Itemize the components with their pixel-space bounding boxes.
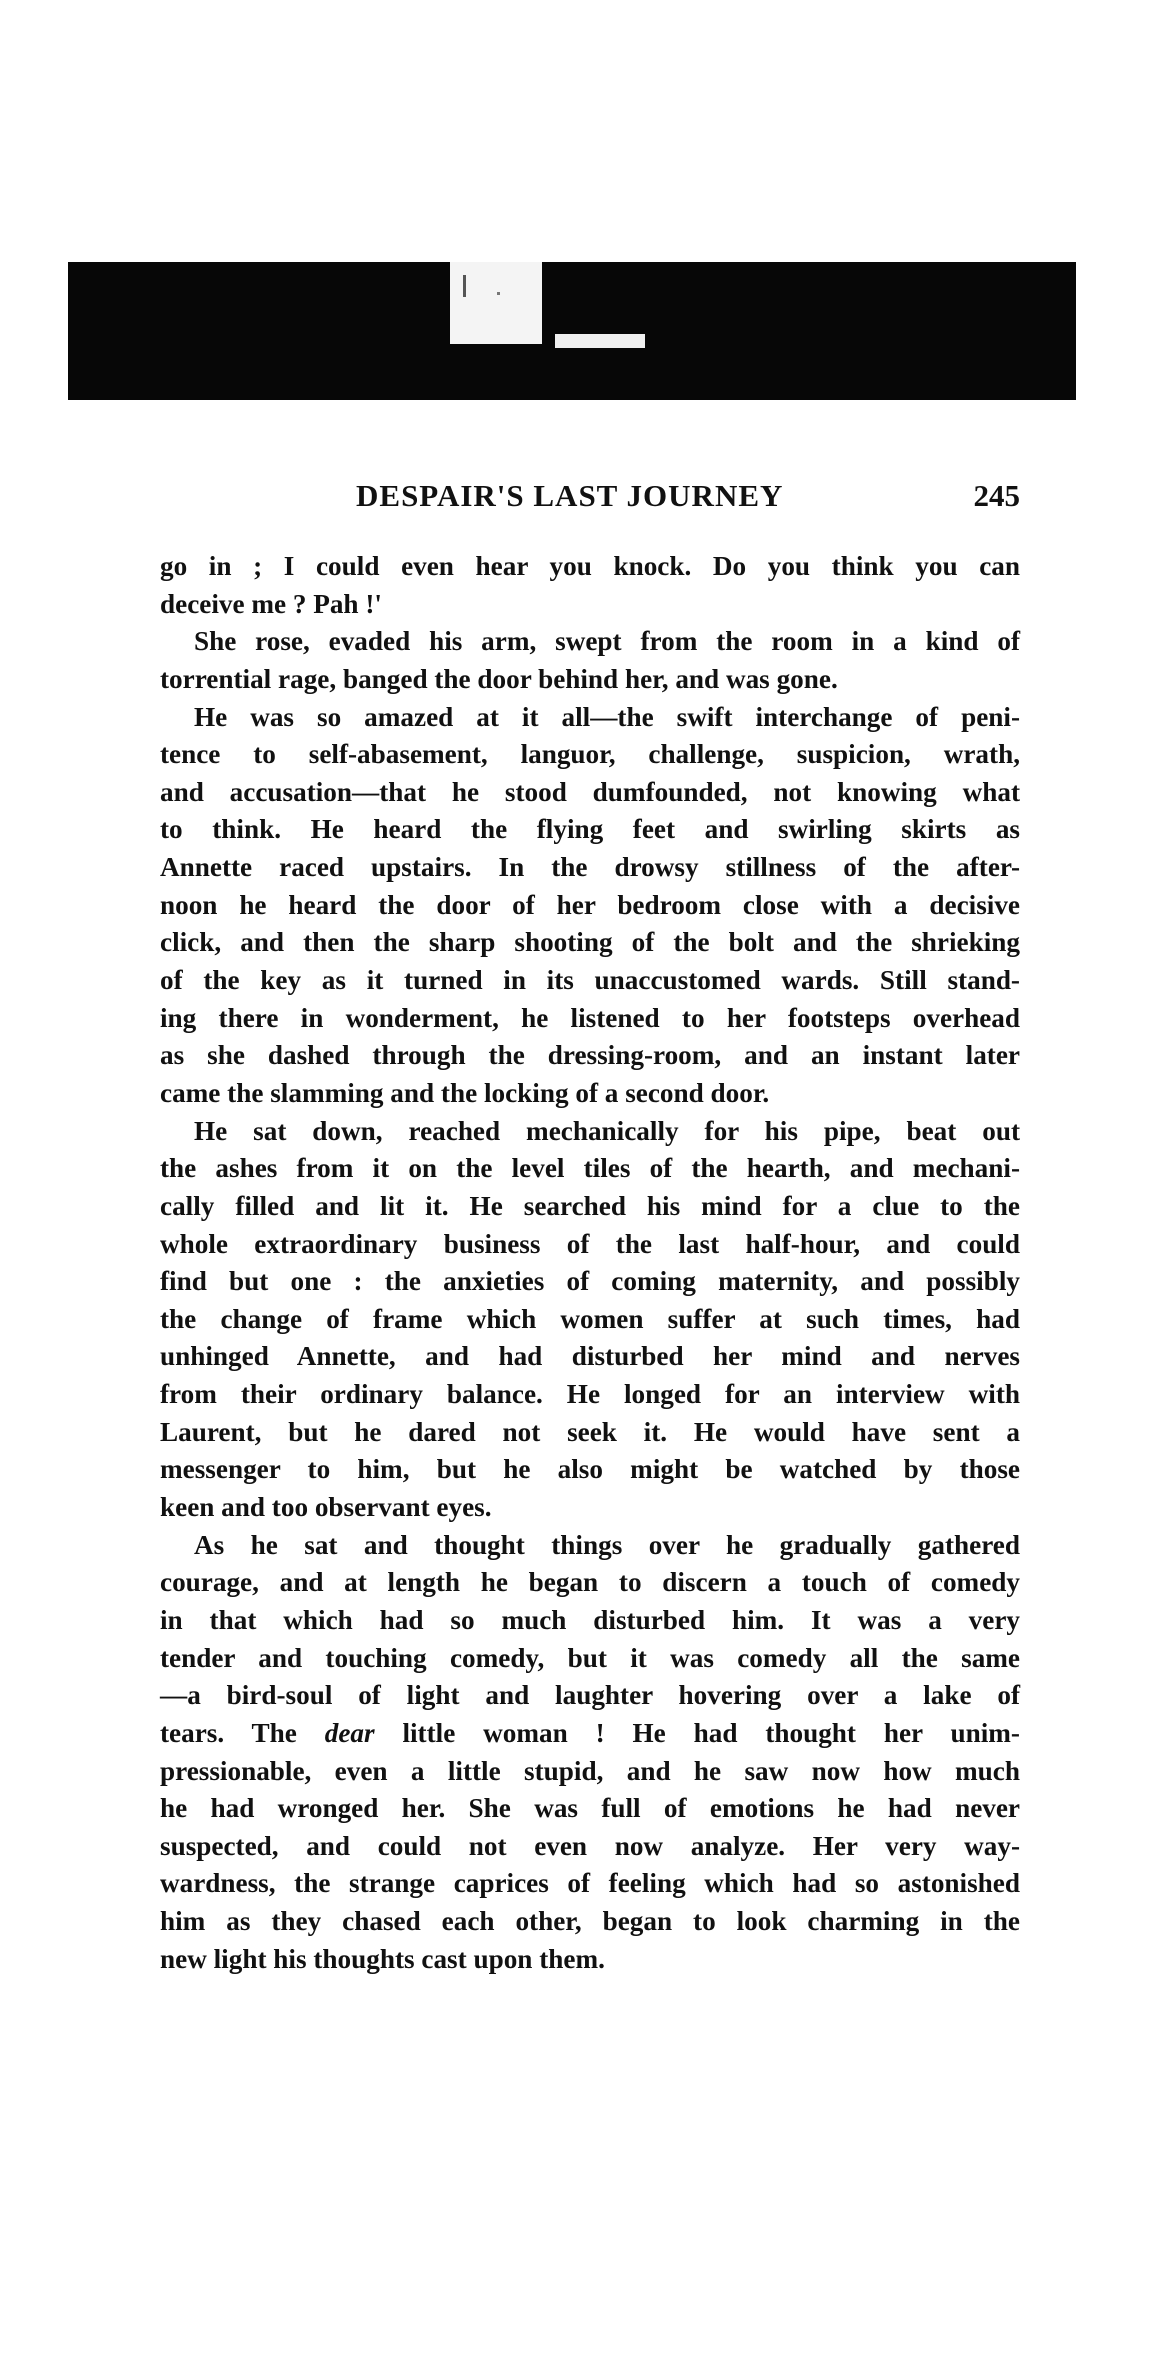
text-line: messenger to him, but he also might be watched by those	[160, 1454, 1020, 1485]
text-line: cally filled and lit it. He searched his mind for a clue to the	[160, 1190, 1020, 1221]
scan-artifact-tick	[463, 275, 466, 297]
body-text	[160, 548, 1020, 1978]
page-number: 245	[973, 478, 1020, 513]
text-line: keen and too observant eyes.	[160, 1492, 492, 1523]
text-line: of the key as it turned in its unaccustomed wards. Still stand-	[160, 965, 1020, 996]
text-line: from their ordinary balance. He longed for an interview with	[160, 1379, 1020, 1410]
text-line: She rose, evaded his arm, swept from the room in a kind of	[194, 626, 1020, 657]
text-line: to think. He heard the flying feet and swirling skirts as	[160, 814, 1020, 845]
text-line: wardness, the strange caprices of feeling which had so astonished	[160, 1868, 1020, 1899]
text-line: as she dashed through the dressing-room, and an instant later	[160, 1040, 1020, 1071]
text-line: unhinged Annette, and had disturbed her mind and nerves	[160, 1341, 1020, 1372]
text-line: tence to self-abasement, languor, challenge, suspicion, wrath,	[160, 739, 1020, 770]
text-line: tender and touching comedy, but it was comedy all the same	[160, 1642, 1020, 1673]
text-line: As he sat and thought things over he gradually gathered	[194, 1529, 1020, 1560]
text-line: click, and then the sharp shooting of the bolt and the shrieking	[160, 927, 1020, 958]
text-line	[160, 1715, 1020, 1753]
scan-artifact-strip	[555, 334, 645, 348]
running-title: DESPAIR'S LAST JOURNEY	[356, 478, 784, 513]
text-line: find but one : the anxieties of coming maternity, and possibly	[160, 1266, 1020, 1297]
text-line: He was so amazed at it all—the swift interchange of peni-	[194, 701, 1020, 732]
text-fragment: tears. The	[160, 1717, 325, 1748]
text-line: courage, and at length he began to discern a touch of comedy	[160, 1567, 1020, 1598]
text-line: —a bird-soul of light and laughter hovering over a lake of	[160, 1680, 1020, 1711]
text-line: him as they chased each other, began to look charming in the	[160, 1906, 1020, 1937]
text-line: the change of frame which women suffer at such times, had	[160, 1303, 1020, 1334]
text-line: Annette raced upstairs. In the drowsy stillness of the after-	[160, 852, 1020, 883]
italic-word: dear	[324, 1717, 375, 1748]
running-head	[160, 478, 1020, 522]
text-line: in that which had so much disturbed him. It was a very	[160, 1604, 1020, 1635]
text-line: He sat down, reached mechanically for his pipe, beat out	[194, 1115, 1020, 1146]
scan-artifact-speck	[497, 292, 500, 295]
text-line: torrential rage, banged the door behind her, and was gone.	[160, 663, 838, 694]
text-line: came the slamming and the locking of a second door.	[160, 1077, 770, 1108]
text-line: the ashes from it on the level tiles of the hearth, and mechani-	[160, 1153, 1020, 1184]
text-line: and accusation—that he stood dumfounded, not knowing what	[160, 776, 1020, 807]
text-line: he had wronged her. She was full of emotions he had never	[160, 1793, 1020, 1824]
text-line: pressionable, even a little stupid, and he saw now how much	[160, 1755, 1020, 1786]
text-line: ing there in wonderment, he listened to her footsteps overhead	[160, 1002, 1020, 1033]
text-line: new light his thoughts cast upon them.	[160, 1943, 605, 1974]
text-line: Laurent, but he dared not seek it. He would have sent a	[160, 1416, 1020, 1447]
scan-artifact-band	[68, 262, 1076, 400]
text-line: suspected, and could not even now analyze. Her very way-	[160, 1830, 1020, 1861]
text-fragment: little woman ! He had thought her unim-	[374, 1717, 1020, 1748]
text-line: noon he heard the door of her bedroom close with a decisive	[160, 889, 1020, 920]
text-line: whole extraordinary business of the last half-hour, and could	[160, 1228, 1020, 1259]
text-line: go in ; I could even hear you knock. Do you think you can	[160, 551, 1020, 581]
text-line: deceive me ? Pah !'	[160, 588, 382, 619]
